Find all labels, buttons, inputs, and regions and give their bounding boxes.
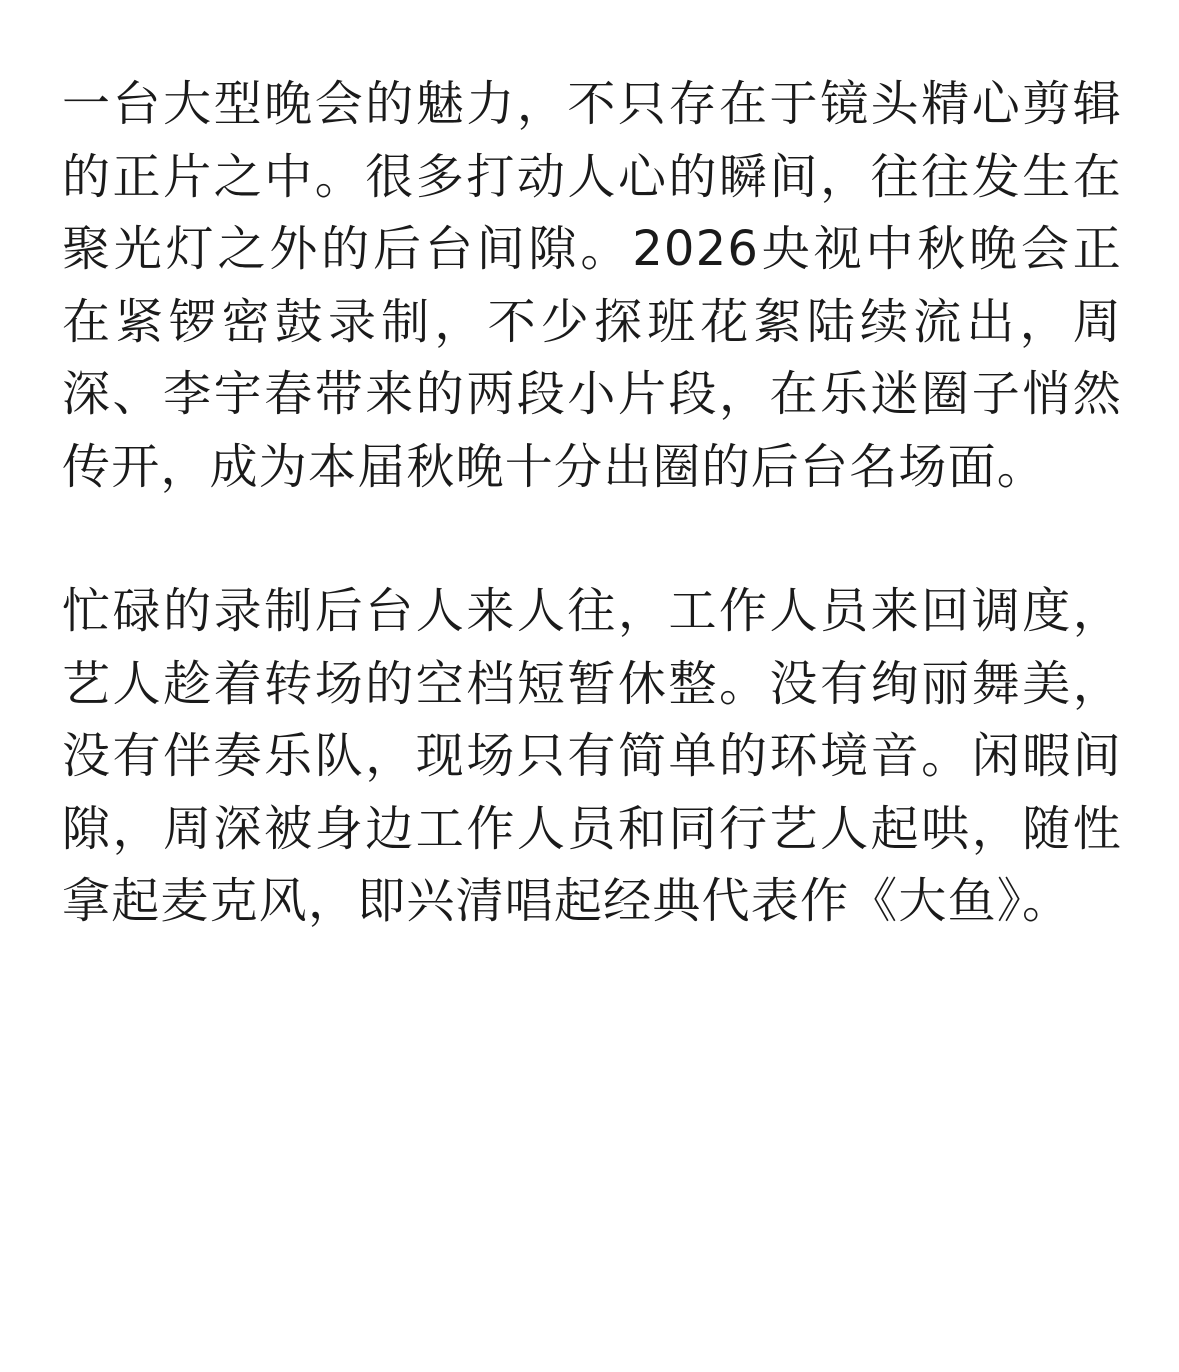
- article-paragraph-2: 忙碌的录制后台人来人往，工作人员来回调度，艺人趁着转场的空档短暂休整。没有绚丽舞美，没有伴奏乐队，现场只有简单的环境音。闲暇间隙，周深被身边工作人员和同行艺人起哄，随性拿起麦克风，即兴清唱起经典代表作《大鱼》。: [62, 583, 1122, 929]
- article-paragraph-1: 一台大型晚会的魅力，不只存在于镜头精心剪辑的正片之中。很多打动人心的瞬间，往往发生在聚光灯之外的后台间隙。2026央视中秋晚会正在紧锣密鼓录制，不少探班花絮陆续流出，周深、李宇春带来的两段小片段，在乐迷圈子悄然传开，成为本届秋晚十分出圈的后台名场面。: [62, 76, 1122, 495]
- article-body: [62, 68, 1122, 938]
